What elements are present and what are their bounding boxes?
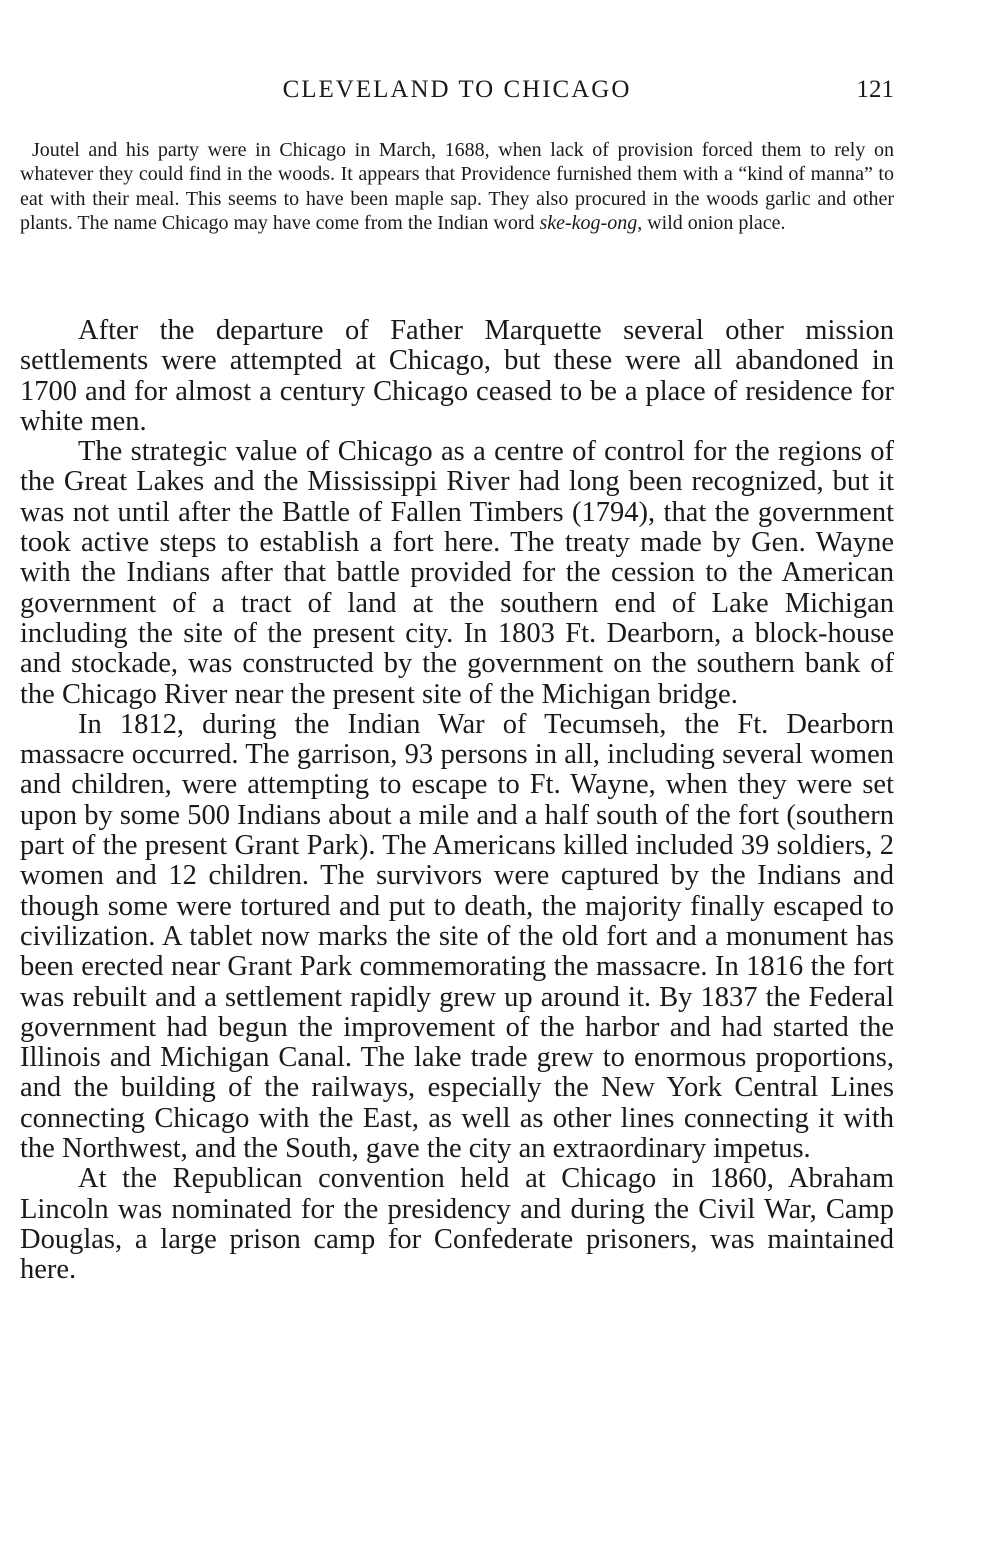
note-italic-word: ske-kog-ong, bbox=[539, 211, 643, 234]
paragraph-massacre: In 1812, during the Indian War of Tecumseh, the Ft. Dearborn massacre occurred. The garrison, 93 persons in all, including several women and children, were attempting to escape to Ft. Wayne, when they were set upon by some 500 Indians about a mile and a half south of the fort (southern part of the present Grant Park). The Americans killed included 39 soldiers, 2 women and 12 children. The survivors were captured by the Indians and though some were tortured and put to death, the majority finally escaped to civilization. A tablet now marks the site of the old fort and a monument has been erected near Grant Park commemorating the massacre. In 1816 the fort was rebuilt and a settlement rapidly grew up around it. By 1837 the Federal government had begun the improvement of the harbor and had started the Illinois and Michigan Canal. The lake trade grew to enormous proportions, and the building of the railways, especially the New York Central Lines connecting Chicago with the East, as well as other lines connecting it with the Northwest, and the South, gave the city an extraordinary impetus. bbox=[20, 708, 894, 1165]
page-number: 121 bbox=[856, 76, 894, 103]
paragraph-republican-convention: At the Republican convention held at Chicago in 1860, Abraham Lincoln was nominated for the presidency and during the Civil War, Camp Douglas, a large prison camp for Confederate prisoners, was maintained here. bbox=[20, 1163, 894, 1286]
paragraph-marquette: After the departure of Father Marquette several other mission settlements were attempted at Chicago, but these were all abandoned in 1700 and for almost a century Chicago ceased to be a place of residence for white men. bbox=[20, 315, 894, 437]
note-text-end: wild onion place. bbox=[642, 211, 786, 234]
body-text bbox=[20, 316, 894, 1286]
running-head bbox=[20, 76, 894, 112]
paragraph-fort-dearborn: The strategic value of Chicago as a centre of control for the regions of the Great Lakes and the Mississippi River had long been recognized, but it was not until after the Battle of Fallen Timbers (1794), that the government took active steps to establish a fort here. The treaty made by Gen. Wayne with the Indians after that battle provided for the cession to the American government of a tract of land at the southern end of Lake Michigan including the site of the present city. In 1803 Ft. Dearborn, a block-house and stockade, was constructed by the government on the southern bank of the Chicago River near the present site of the Michigan bridge. bbox=[20, 436, 894, 710]
historical-note bbox=[20, 138, 894, 235]
running-title: CLEVELAND TO CHICAGO bbox=[282, 76, 632, 103]
note-text-start: Joutel and his party were in Chicago in March, 1688, when lack of provision forced them to rely on whatever they could find in the woods. It appears that Providence furnished them with a “kind of manna” to eat with their meal. This seems to have been maple sap. They also procured in the woods garlic and other plants. The name Chicago may have come from the Indian word bbox=[20, 139, 894, 234]
note-paragraph bbox=[20, 138, 894, 235]
